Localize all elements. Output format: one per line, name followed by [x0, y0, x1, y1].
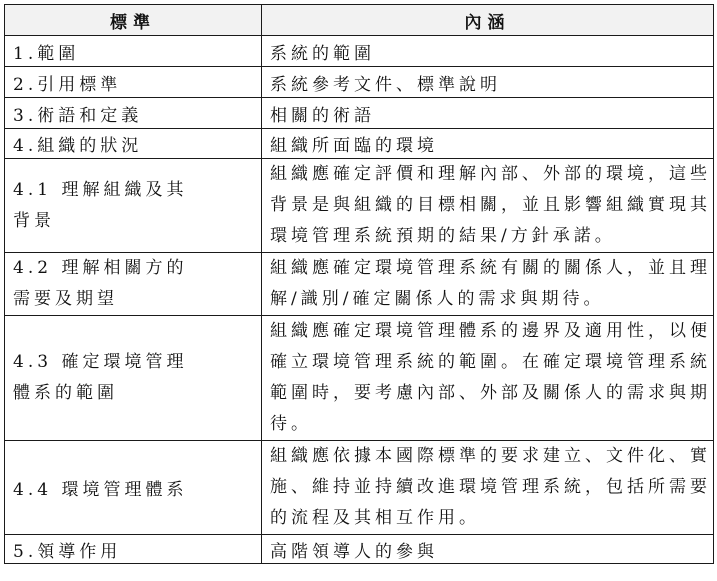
table-row — [5, 98, 714, 129]
standard-line: 4.1 理解組織及其 — [13, 179, 188, 200]
standard-line: 4.2 理解相關方的 — [13, 258, 188, 278]
meaning-cell: 組織所面臨的環境 — [262, 129, 714, 159]
meaning-cell — [262, 253, 714, 316]
standard-cell — [5, 253, 262, 316]
table-row — [5, 129, 714, 159]
standard-cell: 2.引用標準 — [5, 67, 262, 98]
standard-line: 背景 — [13, 210, 55, 231]
meaning-cell — [262, 441, 714, 535]
meaning-cell: 系統的範圍 — [262, 36, 714, 67]
meaning-line: 組織應依據本國際標準的要求建立、文件化、實 — [270, 446, 711, 466]
table-row — [5, 535, 714, 564]
table-row — [5, 159, 714, 253]
meaning-line: 環境管理系統預期的結果/方針承諾。 — [270, 226, 616, 246]
standard-cell — [5, 159, 262, 253]
standard-cell: 4.組織的狀況 — [5, 129, 262, 159]
meaning-line: 解/識別/確定關係人的需求與期待。 — [270, 289, 605, 309]
header-row — [5, 5, 714, 36]
meaning-cell — [262, 159, 714, 253]
meaning-cell — [262, 316, 714, 441]
meaning-line: 施、維持並持續改進環境管理系統，包括所需要 — [270, 477, 711, 497]
table-row — [5, 36, 714, 67]
meaning-line: 範圍時，要考慮內部、外部及關係人的需求與期 — [270, 383, 711, 403]
meaning-line: 組織應確定環境管理體系的邊界及適用性，以便 — [270, 321, 711, 341]
standard-line: 體系的範圍 — [13, 383, 118, 403]
standards-table — [4, 4, 714, 564]
meaning-cell: 高階領導人的參與 — [262, 535, 714, 564]
table-row — [5, 316, 714, 441]
meaning-cell: 系統參考文件、標準說明 — [262, 67, 714, 98]
table-row — [5, 441, 714, 535]
standard-cell — [5, 316, 262, 441]
standard-line: 需要及期望 — [13, 289, 118, 309]
meaning-line: 的流程及其相互作用。 — [270, 508, 480, 528]
meaning-cell: 相關的術語 — [262, 98, 714, 129]
standard-cell: 4.4 環境管理體系 — [5, 441, 262, 535]
table-row — [5, 253, 714, 316]
meaning-line: 組織應確定評價和理解內部、外部的環境，這些 — [270, 164, 711, 184]
meaning-line: 背景是與組織的目標相關，並且影響組織實現其 — [270, 195, 711, 215]
table-row — [5, 67, 714, 98]
meaning-line: 組織應確定環境管理系統有關的關係人，並且理 — [270, 258, 711, 278]
meaning-line: 確立環境管理系統的範圍。在確定環境管理系統 — [270, 352, 711, 372]
standard-cell: 1.範圍 — [5, 36, 262, 67]
standard-cell: 5.領導作用 — [5, 535, 262, 564]
standard-line: 4.3 確定環境管理 — [13, 352, 188, 372]
column-header-standard: 標準 — [5, 5, 262, 36]
standard-cell: 3.術語和定義 — [5, 98, 262, 129]
column-header-meaning: 內涵 — [262, 5, 714, 36]
meaning-line: 待。 — [270, 414, 312, 434]
